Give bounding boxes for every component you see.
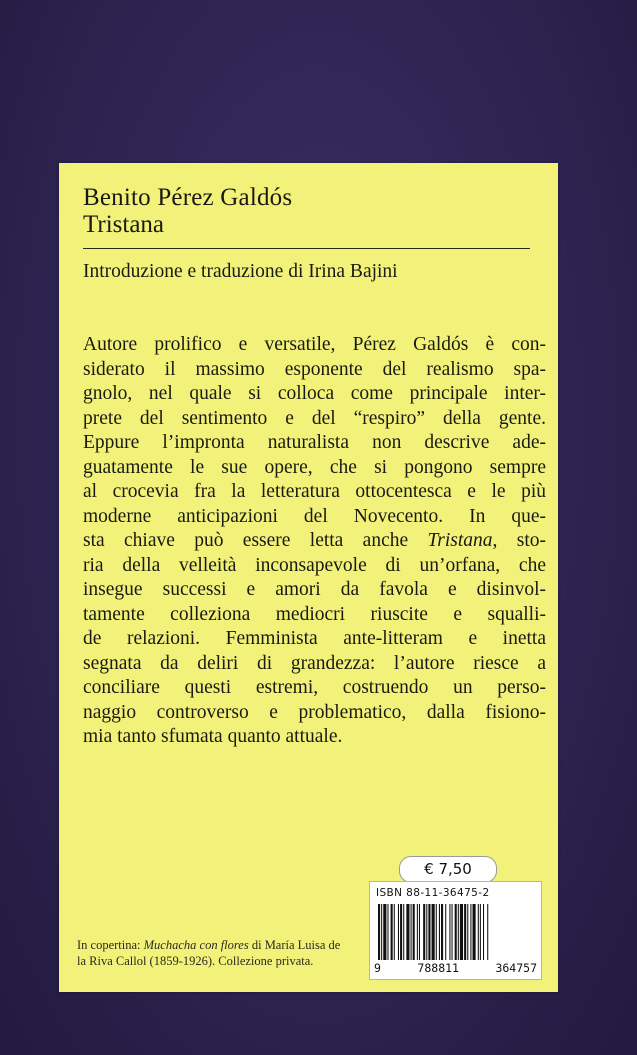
barcode-bar bbox=[411, 904, 412, 960]
blurb-line: ria della velleità inconsapevole di un’orfana, che bbox=[83, 554, 546, 576]
blurb-line: guatamente le sue opere, che si pongono sempre bbox=[83, 456, 546, 478]
blurb-line: conciliare questi estremi, costruendo un perso- bbox=[83, 677, 546, 698]
barcode-bar bbox=[378, 904, 380, 960]
barcode-bar bbox=[483, 904, 484, 960]
barcode-bar bbox=[426, 904, 427, 960]
barcode-bar bbox=[458, 904, 459, 960]
barcode-bar bbox=[398, 904, 399, 960]
cover-credits bbox=[77, 937, 347, 969]
credits-prefix: In copertina: bbox=[77, 938, 144, 952]
divider bbox=[83, 248, 530, 249]
blurb-line: moderne anticipazioni del Novecento. In que- bbox=[83, 505, 546, 527]
barcode-bar bbox=[470, 904, 471, 960]
isbn-barcode-label bbox=[369, 881, 542, 980]
blurb-line: Autore prolifico e versatile, Pérez Galdós è con- bbox=[83, 334, 546, 355]
blurb-line: segnata da deliri di grandezza: l’autore riesce a bbox=[83, 652, 546, 674]
barcode-bar bbox=[417, 904, 418, 960]
credits-suffix: di María Luisa de la Riva Callol (1859-1926). Collezione privata. bbox=[77, 938, 341, 968]
blurb-line: Eppure l’impronta naturalista non descrive ade- bbox=[83, 432, 546, 453]
blurb-line-head: sta chiave può essere letta anche bbox=[83, 530, 428, 551]
barcode-bar bbox=[455, 904, 457, 960]
barcode-bar bbox=[449, 904, 450, 960]
ean-left-group: 788811 bbox=[417, 961, 459, 975]
blurb-line: mia tanto sfumata quanto attuale. bbox=[83, 726, 343, 747]
blurb-line-tail: , sto- bbox=[492, 530, 546, 551]
blurb-line: siderato il massimo esponente del realismo spa- bbox=[83, 358, 546, 380]
barcode-bar bbox=[473, 904, 476, 960]
blurb-text bbox=[83, 333, 546, 750]
barcode-bar bbox=[460, 904, 463, 960]
ean-digits bbox=[374, 961, 537, 975]
barcode-bar bbox=[400, 904, 402, 960]
blurb-line: al crocevia fra la letteratura ottocentesca e le più bbox=[83, 481, 546, 502]
price-tag: € 7,50 bbox=[399, 856, 497, 883]
artwork-title: Muchacha con flores bbox=[143, 938, 249, 952]
barcode-bar bbox=[403, 904, 404, 960]
text-panel bbox=[59, 163, 558, 992]
barcode-bar bbox=[464, 904, 466, 960]
isbn-number: ISBN 88-11-36475-2 bbox=[376, 887, 490, 899]
blurb-italic-title: Tristana bbox=[427, 530, 493, 551]
barcode-image bbox=[376, 904, 535, 960]
barcode-bar bbox=[441, 904, 443, 960]
barcode-bar bbox=[428, 904, 430, 960]
barcode-bar bbox=[413, 904, 415, 960]
barcode-bar bbox=[478, 904, 479, 960]
barcode-bar bbox=[436, 904, 437, 960]
blurb-line: prete del sentimento e del “respiro” della gente. bbox=[83, 407, 546, 429]
barcode-bar bbox=[432, 904, 435, 960]
book-title: Tristana bbox=[83, 211, 165, 238]
barcode-bar bbox=[406, 904, 409, 960]
barcode-bar bbox=[423, 904, 425, 960]
barcode-bar bbox=[391, 904, 393, 960]
barcode-bar bbox=[394, 904, 395, 960]
blurb-line: de relazioni. Femminista ante-litteram e inetta bbox=[83, 628, 546, 649]
ean-first-digit: 9 bbox=[374, 961, 381, 975]
barcode-bar bbox=[387, 904, 388, 960]
barcode-bar bbox=[487, 904, 488, 960]
barcode-bar bbox=[467, 904, 468, 960]
blurb-line: insegue successi e amori da favola e disinvol- bbox=[83, 579, 546, 600]
blurb-line: tamente colleziona mediocri riuscite e squalli- bbox=[83, 603, 546, 625]
ean-right-group: 364757 bbox=[495, 961, 537, 975]
barcode-bar bbox=[419, 904, 420, 960]
blurb-line-with-italic bbox=[83, 529, 546, 554]
barcode-bar bbox=[439, 904, 440, 960]
barcode-bar bbox=[445, 904, 446, 960]
barcode-bar bbox=[452, 904, 453, 960]
barcode-bar bbox=[383, 904, 386, 960]
barcode-bar bbox=[381, 904, 382, 960]
blurb-line: naggio controverso e problematico, dalla fisiono- bbox=[83, 701, 546, 723]
intro-credit: Introduzione e traduzione di Irina Bajini bbox=[83, 261, 398, 282]
blurb-line: gnolo, nel quale si colloca come principale inter- bbox=[83, 383, 546, 404]
barcode-bar bbox=[480, 904, 481, 960]
author-name: Benito Pérez Galdós bbox=[83, 184, 293, 211]
